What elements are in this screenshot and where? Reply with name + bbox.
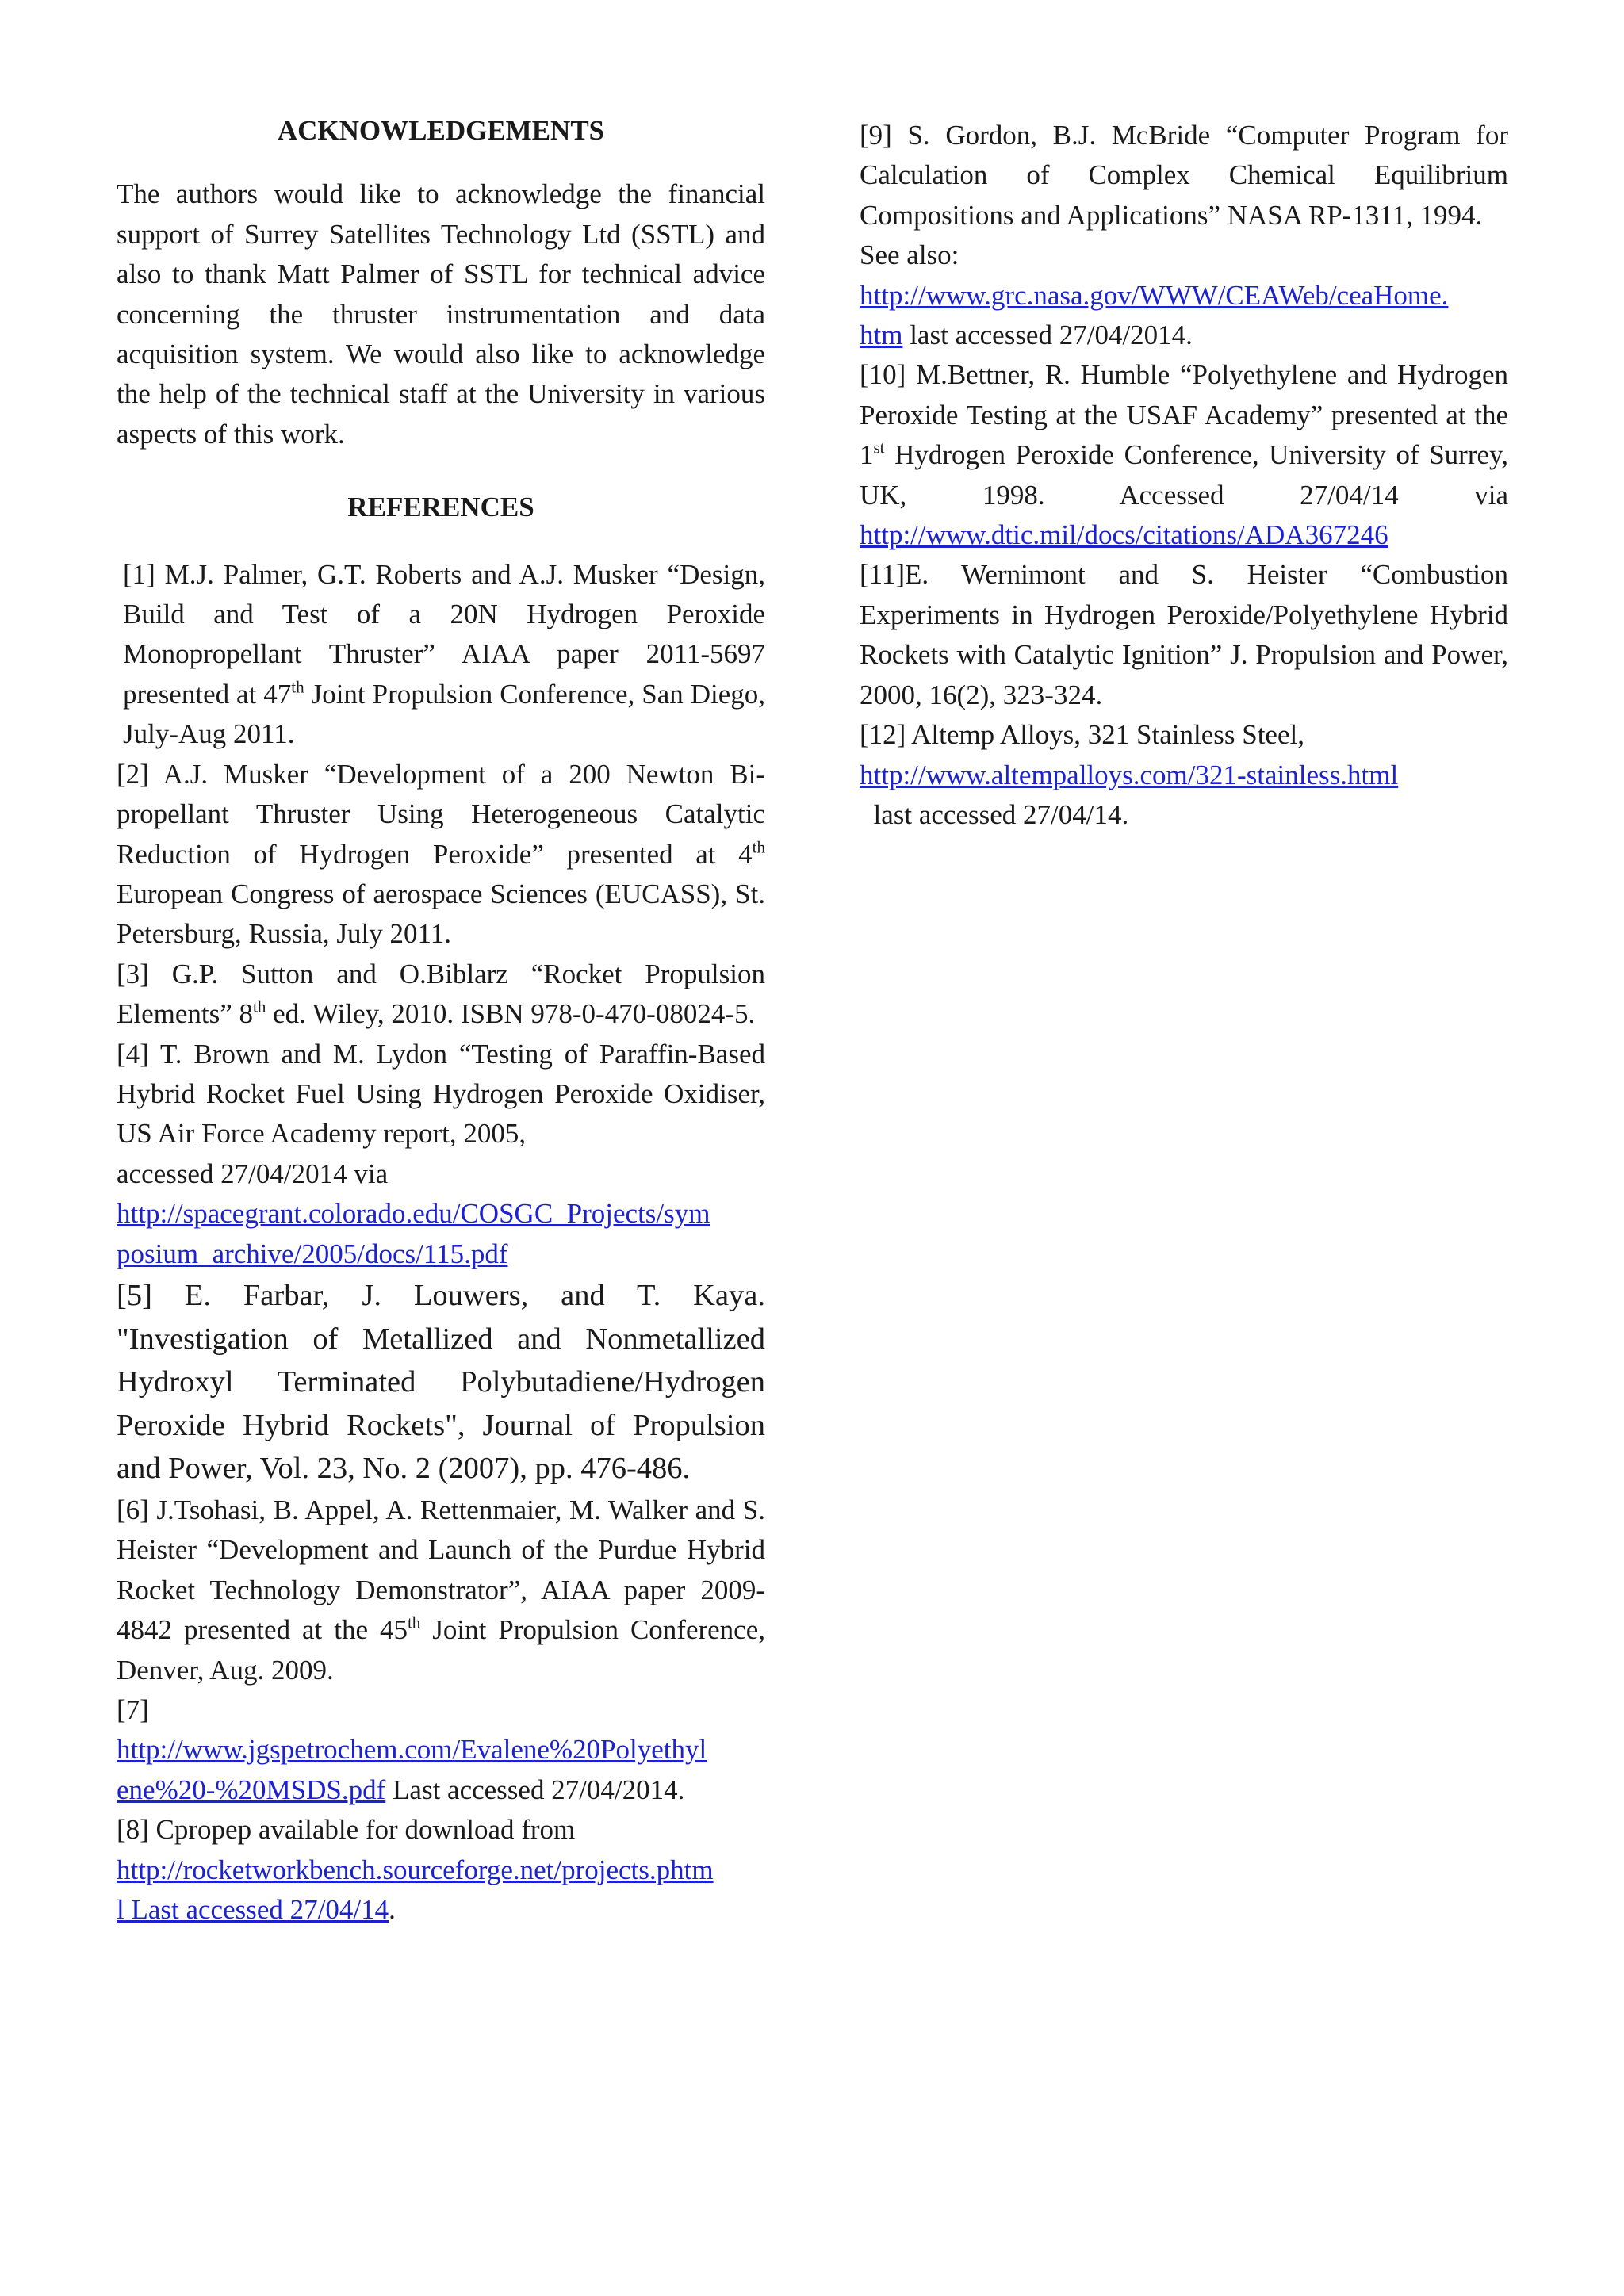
reference-7-number: [7]: [117, 1693, 149, 1725]
reference-4-text: [4] T. Brown and M. Lydon “Testing of Paraffin-Based Hybrid Rocket Fuel Using Hydrogen Peroxide Oxidiser, US Air Force Academy report, 2005,: [117, 1038, 765, 1150]
reference-7-accessed: Last accessed 27/04/2014.: [385, 1774, 685, 1805]
references-heading: REFERENCES: [347, 492, 534, 523]
reference-8-link-line-2[interactable]: l Last accessed 27/04/14: [117, 1894, 389, 1925]
reference-6-superscript: th: [407, 1613, 421, 1632]
reference-10-text: [10] M.Bettner, R. Humble “Polyethylene and Hydrogen Peroxide Testing at the USAF Academy” presented at the 1: [860, 359, 1508, 471]
reference-4: [117, 1035, 765, 1274]
reference-3-superscript: th: [253, 997, 266, 1016]
left-column: [117, 111, 765, 1930]
reference-2-text-end: European Congress of aerospace Sciences (EUCASS), St. Petersburg, Russia, July 2011.: [117, 878, 765, 950]
reference-8-link[interactable]: [117, 1854, 714, 1925]
reference-3-text: [3] G.P. Sutton and O.Biblarz “Rocket Propulsion Elements” 8: [117, 958, 765, 1030]
reference-4-link[interactable]: [117, 1198, 710, 1269]
reference-12-accessed: last accessed 27/04/14.: [860, 798, 1129, 830]
reference-9: [860, 116, 1508, 355]
reference-10: [860, 355, 1508, 555]
reference-9-text: [9] S. Gordon, B.J. McBride “Computer Program for Calculation of Complex Chemical Equilibrium Compositions and Applications” NASA RP-1311, 1994.: [860, 120, 1508, 231]
reference-1: [117, 555, 765, 755]
right-column: [860, 111, 1508, 835]
reference-10-superscript: st: [873, 438, 885, 457]
reference-2-superscript: th: [752, 836, 765, 856]
reference-7: [117, 1690, 765, 1810]
reference-6-text-end: Joint Propulsion Conference, Denver, Aug. 2009.: [117, 1614, 765, 1686]
reference-5: [5] E. Farbar, J. Louwers, and T. Kaya. "Investigation of Metallized and Nonmetallized Hydroxyl Terminated Polybutadiene/Hydrogen Peroxide Hybrid Rockets", Journal of Propulsion and Power, Vol. 23, No. 2 (2007), pp. 476-486.: [117, 1278, 765, 1486]
reference-10-text-end: Hydrogen Peroxide Conference, University of Surrey, UK, 1998. Accessed 27/04/14: [860, 439, 1508, 511]
reference-1-superscript: th: [291, 677, 304, 697]
reference-6: [117, 1490, 765, 1690]
reference-2: [117, 755, 765, 955]
reference-4-link-line-2[interactable]: posium_archive/2005/docs/115.pdf: [117, 1238, 508, 1269]
acknowledgements-heading: ACKNOWLEDGEMENTS: [277, 115, 605, 146]
reference-2-text: [2] A.J. Musker “Development of a 200 Newton Bi-propellant Thruster Using Heterogeneous Catalytic Reduction of Hydrogen Peroxide” presented at 4: [117, 758, 765, 870]
reference-list-left: [117, 555, 765, 1931]
reference-6-text: [6] J.Tsohasi, B. Appel, A. Rettenmaier, M. Walker and S. Heister “Development and Launch of the Purdue Hybrid Rocket Technology Demonstrator”, AIAA paper 2009-4842 presented at the 45: [117, 1494, 765, 1646]
reference-4-accessed: accessed 27/04/2014 via: [117, 1158, 389, 1189]
reference-3: [117, 955, 765, 1035]
reference-4-link-line-1[interactable]: http://spacegrant.colorado.edu/COSGC_Projects/sym: [117, 1198, 710, 1230]
reference-10-link[interactable]: http://www.dtic.mil/docs/citations/ADA367246: [860, 519, 1388, 551]
reference-8-text: [8] Cpropep available for download from: [117, 1814, 576, 1846]
reference-3-text-end: ed. Wiley, 2010. ISBN 978-0-470-08024-5.: [266, 998, 756, 1030]
reference-11: [11]E. Wernimont and S. Heister “Combustion Experiments in Hydrogen Peroxide/Polyethylene Hybrid Rockets with Catalytic Ignition” J. Propulsion and Power, 2000, 16(2), 323-324.: [860, 559, 1508, 710]
reference-12-link[interactable]: http://www.altempalloys.com/321-stainless.html: [860, 759, 1399, 790]
reference-8: [117, 1810, 765, 1930]
reference-8-period: .: [389, 1894, 396, 1925]
reference-10-via: via: [1474, 479, 1508, 511]
reference-9-accessed: last accessed 27/04/2014.: [902, 320, 1193, 351]
acknowledgements-text: The authors would like to acknowledge the financial support of Surrey Satellites Technology Ltd (SSTL) and also to thank Matt Palmer of SSTL for technical advice concerning the thruster instrumentation and data acquisition system. We would also like to acknowledge the help of the technical staff at the University in various aspects of this work.: [117, 178, 765, 450]
reference-9-link-line-2[interactable]: htm: [860, 320, 903, 351]
reference-7-link-line-1[interactable]: http://www.jgspetrochem.com/Evalene%20Polyethyl: [117, 1734, 707, 1766]
reference-1-text: [1] M.J. Palmer, G.T. Roberts and A.J. Musker “Design, Build and Test of a 20N Hydrogen Peroxide Monopropellant Thruster” AIAA paper 2011-5697 presented at 47: [123, 558, 765, 710]
reference-list-right: [860, 116, 1508, 835]
reference-8-link-line-1[interactable]: http://rocketworkbench.sourceforge.net/projects.phtm: [117, 1854, 714, 1885]
reference-1-text-end: Joint Propulsion Conference, San Diego, July-Aug 2011.: [123, 678, 765, 750]
reference-9-see-also: See also:: [860, 239, 959, 271]
reference-12-text: [12] Altemp Alloys, 321 Stainless Steel,: [860, 719, 1304, 751]
reference-7-link-line-2[interactable]: ene%20-%20MSDS.pdf: [117, 1774, 386, 1805]
reference-9-link-line-1[interactable]: http://www.grc.nasa.gov/WWW/CEAWeb/ceaHome.: [860, 279, 1449, 311]
reference-12: [860, 715, 1508, 835]
